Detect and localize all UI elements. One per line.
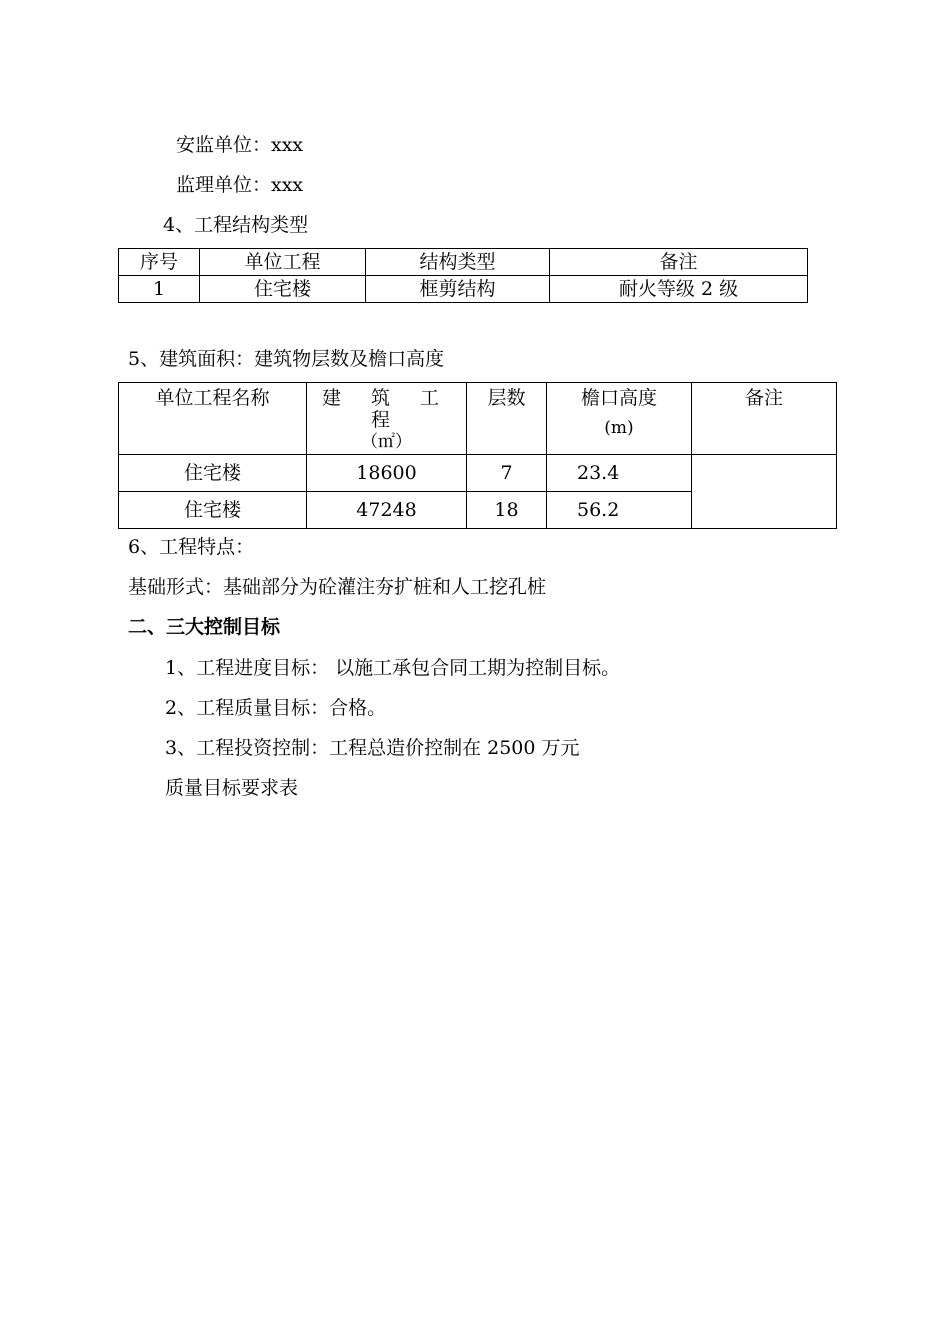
section-title: 二、三大控制目标	[128, 616, 281, 638]
remark-cell	[692, 455, 837, 529]
header-cell: 层数	[467, 383, 547, 455]
header-cell: 单位工程	[200, 249, 366, 276]
table-row	[119, 455, 837, 492]
table-cell: 23.4	[547, 455, 692, 492]
table-cell: 耐火等级 2 级	[550, 276, 808, 303]
features-heading: 6、工程特点：	[128, 536, 255, 558]
table-cell: 住宅楼	[200, 276, 366, 303]
area-heading: 5、建筑面积：建筑物层数及檐口高度	[128, 348, 445, 370]
supervision-unit-line: 监理单位：xxx	[176, 174, 304, 196]
safety-unit-line: 安监单位：xxx	[176, 134, 304, 156]
table-cell: 7	[467, 455, 547, 492]
header-cell: 序号	[119, 249, 200, 276]
table-cell: 56.2	[547, 492, 692, 529]
header-cell: 备注	[550, 249, 808, 276]
table-cell: 住宅楼	[119, 492, 307, 529]
table-header-row	[119, 383, 837, 455]
height-header-unit: (m)	[604, 418, 634, 438]
header-cell	[547, 383, 692, 455]
quality-table-title: 质量目标要求表	[165, 777, 299, 799]
table-row	[119, 276, 808, 303]
table-cell: 18	[467, 492, 547, 529]
building-area-table	[118, 382, 837, 529]
table-cell: 1	[119, 276, 200, 303]
header-cell	[307, 383, 467, 455]
header-cell: 单位工程名称	[119, 383, 307, 455]
table-cell: 47248	[307, 492, 467, 529]
structure-type-heading: 4、工程结构类型	[163, 214, 309, 236]
header-cell: 备注	[692, 383, 837, 455]
quality-goal-line: 2、工程质量目标：合格。	[165, 697, 387, 719]
table-cell: 18600	[307, 455, 467, 492]
structure-type-table	[118, 248, 808, 303]
height-header-label: 檐口高度	[580, 387, 657, 409]
table-header-row	[119, 249, 808, 276]
table-cell: 住宅楼	[119, 455, 307, 492]
schedule-goal-line: 1、工程进度目标： 以施工承包合同工期为控制目标。	[165, 657, 621, 679]
cost-goal-line: 3、工程投资控制：工程总造价控制在 2500 万元	[165, 737, 580, 759]
area-header-label: 建 筑 工 程	[321, 387, 452, 431]
area-header-unit: （㎡）	[361, 432, 412, 452]
foundation-line: 基础形式：基础部分为砼灌注夯扩桩和人工挖孔桩	[128, 576, 547, 598]
table-cell: 框剪结构	[366, 276, 550, 303]
header-cell: 结构类型	[366, 249, 550, 276]
